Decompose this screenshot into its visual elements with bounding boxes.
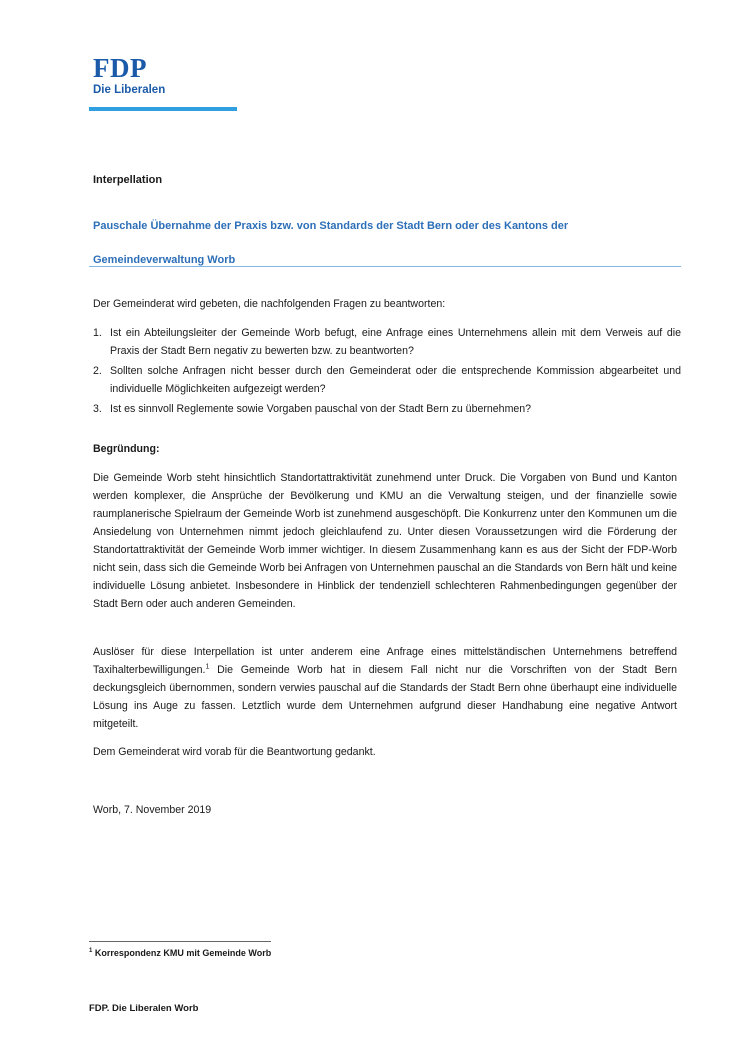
question-text: Ist es sinnvoll Reglemente sowie Vorgaben pauschal von der Stadt Bern zu übernehmen? bbox=[110, 403, 532, 415]
question-list bbox=[93, 324, 681, 420]
list-item bbox=[93, 324, 681, 360]
list-item bbox=[93, 400, 681, 418]
footnote-divider bbox=[89, 941, 271, 942]
paragraph-1: Die Gemeinde Worb steht hinsichtlich Standortattraktivität zunehmend unter Druck. Die Vorgaben von Bund und Kanton werden komplexer, die Ansprüche der Bevölkerung und KMU an die Verwaltung steigen, und der finanzielle sowie raumplanerische Spielraum der Gemeinde Worb ist zunehmend ausgeschöpft. Die Konkurrenz unter den Kommunen um die Ansiedelung von Unternehmen nimmt jedoch gleichlaufend zu. Unter diesen Voraussetzungen wird die Förderung der Standortattraktivität der Gemeinde Worb immer wichtiger. In diesem Zusammenhang kann es aus der Sicht der FDP-Worb nicht sein, dass sich die Gemeinde Worb bei Anfragen von Unternehmen pauschal an die Standards von Bern hält und keine individuelle Lösung anbietet. Insbesondere in Hinblick der tendenziell schlechteren Rahmenbedingungen gegenüber der Stadt Bern oder auch anderen Gemeinden. bbox=[93, 472, 678, 610]
paragraph-2-start: Auslöser für diese Interpellation ist unter anderem eine Anfrage eines mittelständischen Unternehmens betreffend Taxihalterbewilligungen. bbox=[93, 646, 677, 676]
logo-wordmark: FDP bbox=[93, 53, 147, 83]
date-line: Worb, 7. November 2019 bbox=[93, 804, 212, 816]
title-divider bbox=[89, 266, 681, 267]
logo-subtitle: Die Liberalen bbox=[93, 84, 166, 96]
question-number: 2. bbox=[93, 365, 102, 377]
question-number: 1. bbox=[93, 327, 102, 339]
question-number: 3. bbox=[93, 403, 102, 415]
intro-text: Der Gemeinderat wird gebeten, die nachfolgenden Fragen zu beantworten: bbox=[93, 298, 446, 310]
begruendung-heading: Begründung: bbox=[93, 443, 160, 455]
footnote-reference[interactable]: 1 bbox=[205, 663, 210, 671]
list-item bbox=[93, 362, 681, 398]
footnote-number: 1 bbox=[89, 948, 93, 954]
fdp-logo bbox=[93, 54, 165, 97]
paragraph-3: Dem Gemeinderat wird vorab für die Beantwortung gedankt. bbox=[93, 746, 376, 758]
paragraph-2 bbox=[93, 643, 677, 733]
title-line-2: Gemeindeverwaltung Worb bbox=[93, 254, 236, 266]
question-text: Sollten solche Anfragen nicht besser durch den Gemeinderat oder die entsprechende Kommission abgearbeitet und individuelle Möglichkeiten aufgezeigt werden? bbox=[110, 365, 681, 395]
logo-underline-bar bbox=[89, 107, 237, 111]
footnote-text: Korrespondenz KMU mit Gemeinde Worb bbox=[92, 948, 272, 958]
title-line-1: Pauschale Übernahme der Praxis bzw. von Standards der Stadt Bern oder des Kantons der bbox=[93, 220, 569, 232]
document-type: Interpellation bbox=[93, 174, 163, 186]
paragraph-2-end: Die Gemeinde Worb hat in diesem Fall nicht nur die Vorschriften von der Stadt Bern deckungsgleich übernommen, sondern verwies pauschal auf die Standards der Stadt Bern ohne überhaupt eine individuelle Lösung ins Auge zu fassen. Letztlich wurde dem Unternehmen aufgrund dieser Handhabung eine negative Antwort mitgeteilt. bbox=[93, 664, 677, 730]
footnote bbox=[89, 948, 271, 958]
page-footer: FDP. Die Liberalen Worb bbox=[89, 1003, 199, 1014]
question-text: Ist ein Abteilungsleiter der Gemeinde Worb befugt, eine Anfrage eines Unternehmens allein mit dem Verweis auf die Praxis der Stadt Bern negativ zu bewerten bzw. zu beantworten? bbox=[110, 327, 681, 357]
